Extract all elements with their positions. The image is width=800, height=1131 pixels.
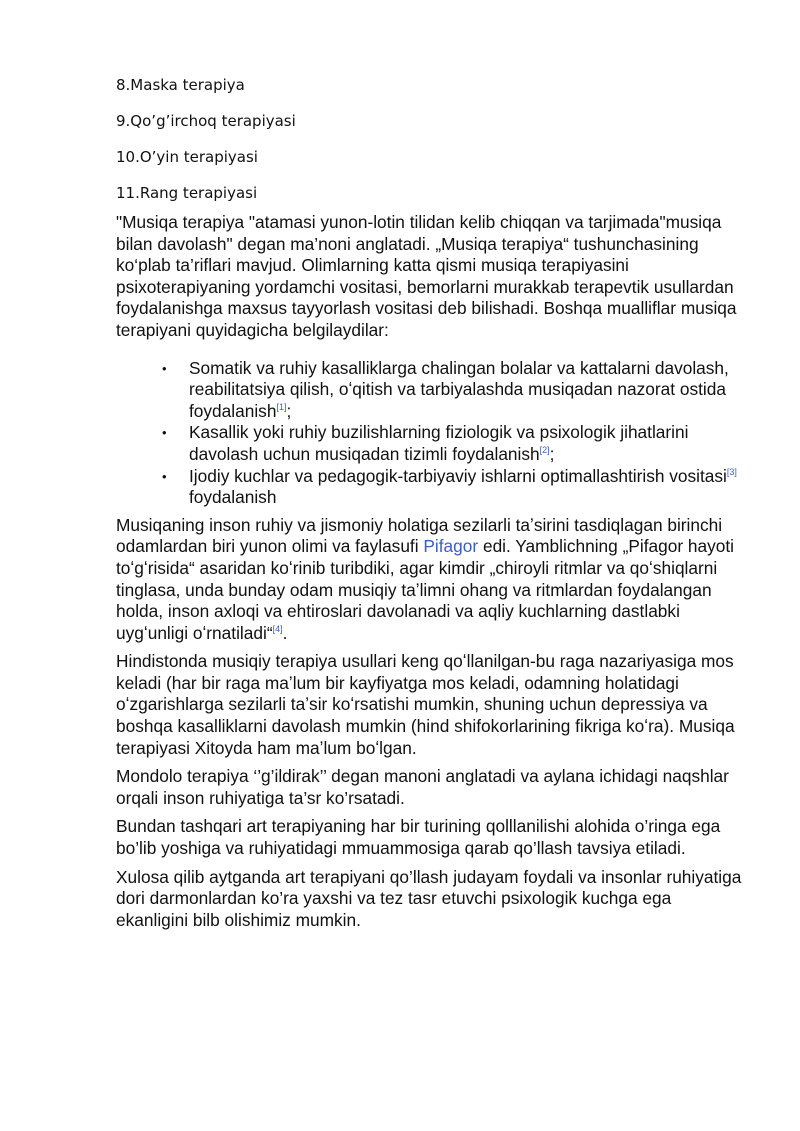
bullet-item <box>189 422 746 465</box>
numbered-item-11: 11.Rang terapiyasi <box>116 184 258 202</box>
bullet-tail: ; <box>549 443 555 464</box>
footnote-ref-2[interactable]: [2] <box>539 444 550 455</box>
intro-paragraph: "Musiqa terapiya "atamasi yunon-lotin tilidan kelib chiqqan va tarjimada"musiqa bilan davolash" degan ma’noni anglatadi. „Musiqa terapiya“ tushunchasining ko‘plab ta’riflari mavjud. Olimlarning katta qismi musiqa terapiyasini psixoterapiyaning yordamchi vositasi, bemorlarni murakkab terapevtik usullardan foydalanishga maxsus tayyorlash vositasi deb bilishadi. Boshqa mualliflar musiqa terapiyani quyidagicha belgilaydilar: <box>116 212 737 340</box>
document-page <box>116 74 746 938</box>
footnote-ref-1[interactable]: [1] <box>276 401 287 412</box>
pifagor-text-after: edi. Yamblichning „Pifagor hayoti toʻgʻrisida“ asaridan koʻrinib turibdiki, agar kimdir „chiroyli ritmlar va qoʻshiqlarni tinglasa, unda bunday odam musiqiy taʼlimni ohang va ritmlardan foydalangan holda, inson axloqi va ehtiroslari davolanadi va aqliy kuchlarning dastlabki uygʻunligi oʻrnatiladi“ <box>116 536 734 643</box>
pifagor-tail: . <box>282 622 288 643</box>
bullet-tail: ; <box>286 400 292 421</box>
bullet-text: Ijodiy kuchlar va pedagogik-tarbiyaviy ishlarni optimallashtirish vositasi <box>189 465 727 486</box>
bullet-tail: foydalanish <box>189 487 277 508</box>
definition-list <box>116 358 746 509</box>
footnote-ref-4[interactable]: [4] <box>272 623 283 634</box>
pifagor-link[interactable]: Pifagor <box>423 536 479 557</box>
numbered-item-9: 9.Qo’g’irchoq terapiyasi <box>116 112 296 130</box>
pifagor-text-before: Musiqaning inson ruhiy va jismoniy holatiga sezilarli taʼsirini tasdiqlagan birinchi odamlardan biri yunon olimi va faylasufi <box>116 514 723 557</box>
art-therapy-paragraph: Bundan tashqari art terapiyaning har bir turining qolllanilishi alohida o’ringa ega bo’lib yoshiga va ruhiyatidagi mmuammosiga qarab qo’llash tavsiya etiladi. <box>116 816 721 859</box>
bullet-item <box>189 466 746 509</box>
india-paragraph: Hindistonda musiqiy terapiya usullari keng qoʻllanilgan-bu raga nazariyasiga mos keladi (har bir raga maʼlum bir kayfiyatga mos keladi, odamning holatidagi oʻzgarishlarga sezilarli taʼsir koʻrsatishi mumkin, shuning uchun depressiya va boshqa kasalliklarni davolash mumkin (hind shifokorlarining fikriga koʻra). Musiqa terapiyasi Xitoyda ham maʼlum boʻlgan. <box>116 651 735 758</box>
footnote-ref-3[interactable]: [3] <box>726 466 737 477</box>
mondolo-paragraph: Mondolo terapiya ‘’g’ildirak’’ degan manoni anglatadi va aylana ichidagi naqshlar orqali inson ruhiyatiga ta’sr ko’rsatadi. <box>116 766 729 808</box>
bullet-text: Somatik va ruhiy kasalliklarga chalingan bolalar va kattalarni davolash, reabilitatsiya qilish, oʻqitish va tarbiyalashda musiqadan nazorat ostida foydalanish <box>189 357 729 421</box>
bullet-item <box>189 358 746 423</box>
numbered-item-10: 10.O’yin terapiyasi <box>116 148 258 166</box>
pifagor-paragraph <box>116 515 746 645</box>
conclusion-paragraph: Xulosa qilib aytganda art terapiyani qo’llash judayam foydali va insonlar ruhiyatiga dori darmonlardan ko’ra yaxshi va tez tasr etuvchi psixologik kuchga ega ekanligini bilb olishimiz mumkin. <box>116 866 742 930</box>
bullet-text: Kasallik yoki ruhiy buzilishlarning fiziologik va psixologik jihatlarini davolash uchun musiqadan tizimli foydalanish <box>189 422 689 464</box>
numbered-item-8: 8.Maska terapiya <box>116 76 245 94</box>
